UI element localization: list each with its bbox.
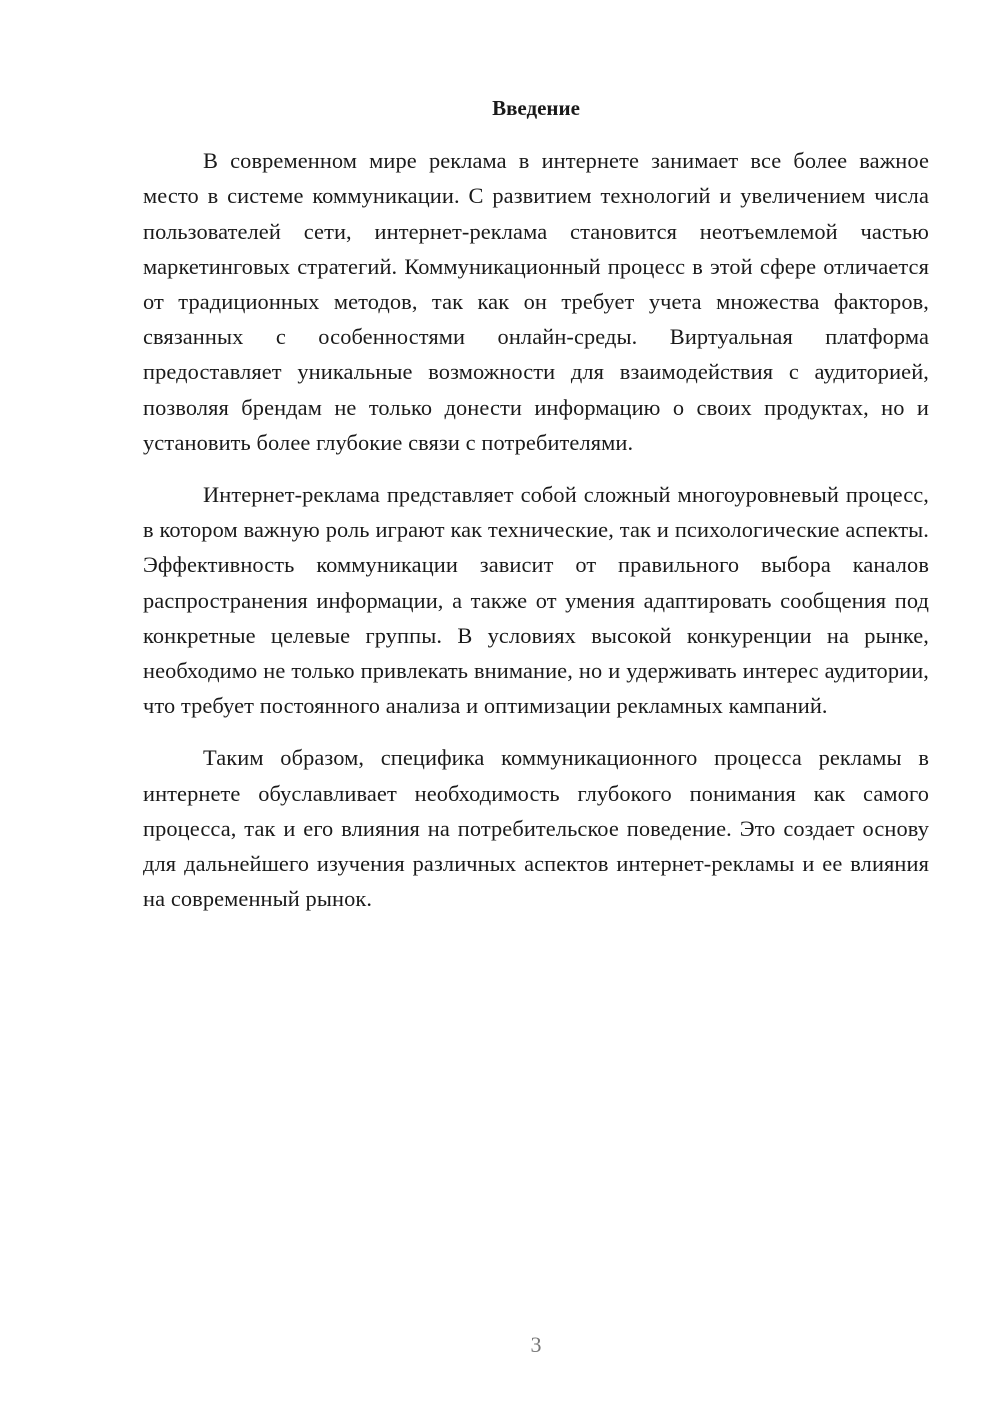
paragraph-1: В современном мире реклама в интернете занимает все более важное место в системе коммуникации. С развитием технологий и увеличением числа пользователей сети, интернет-реклама становится неотъемлемой частью маркетинговых стратегий. Коммуникационный процесс в этой сфере отличается от традиционных методов, так как он требует учета множества факторов, связанных с особенностями онлайн-среды. Виртуальная платформа предоставляет уникальные возможности для взаимодействия с аудиторией, позволяя брендам не только донести информацию о своих продуктах, но и установить более глубокие связи с потребителями.	[143, 148, 929, 455]
paragraph-3: Таким образом, специфика коммуникационного процесса рекламы в интернете обуславливает необходимость глубокого понимания как самого процесса, так и его влияния на потребительское поведение. Это создает основу для дальнейшего изучения различных аспектов интернет-рекламы и ее влияния на современный рынок.	[143, 745, 929, 912]
section-heading: Введение	[492, 96, 580, 120]
page-number: 3	[530, 1332, 542, 1357]
paragraph-2: Интернет-реклама представляет собой сложный многоуровневый процесс, в котором важную роль играют как технические, так и психологические аспекты. Эффективность коммуникации зависит от правильного выбора каналов распространения информации, а также от умения адаптировать сообщения под конкретные целевые группы. В условиях высокой конкуренции на рынке, необходимо не только привлекать внимание, но и удерживать интерес аудитории, что требует постоянного анализа и оптимизации рекламных кампаний.	[143, 482, 929, 719]
page-content	[143, 96, 929, 933]
